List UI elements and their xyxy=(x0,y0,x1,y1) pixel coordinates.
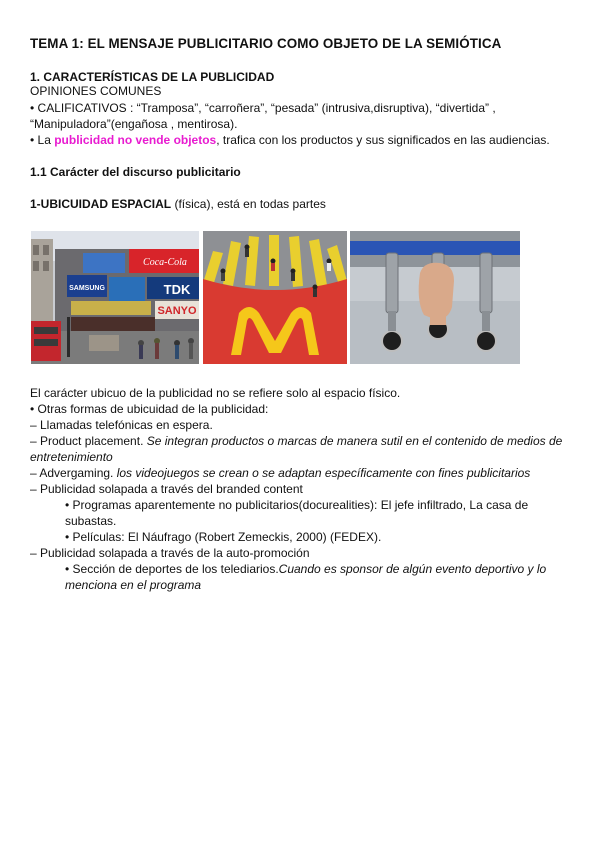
body-line-1: El carácter ubicuo de la publicidad no se refiere solo al espacio físico. xyxy=(30,386,401,400)
bullet-no-vende-objetos xyxy=(30,132,550,148)
product-placement-label: – Product placement. xyxy=(30,434,147,448)
photo-watch-bus-handles xyxy=(350,231,520,364)
advergaming-desc: los videojuegos se crean o se adaptan específicamente con fines publicitarios xyxy=(116,466,531,480)
ubicuidad-description: (física), está en todas partes xyxy=(171,197,326,211)
coca-cola-sign-text: Coca-Cola xyxy=(143,257,187,268)
bullet-suffix: , trafica con los productos y sus significados en las audiencias. xyxy=(216,133,550,147)
ubicuidad-label: 1-UBICUIDAD ESPACIAL xyxy=(30,197,172,211)
body-line-9: subastas. xyxy=(65,514,117,528)
body-line-13: menciona en el programa xyxy=(65,578,202,592)
sanyo-sign-text: SANYO xyxy=(157,305,197,317)
body-line-2: • Otras formas de ubicuidad de la publicidad: xyxy=(30,402,269,416)
section-heading-caracter-discurso: 1.1 Carácter del discurso publicitario xyxy=(30,165,241,179)
photo-piccadilly-billboards xyxy=(31,231,199,364)
body-line-10: • Películas: El Náufrago (Robert Zemeckis, 2000) (FEDEX). xyxy=(65,530,382,544)
telediarios-desc: Cuando es sponsor de algún evento deportivo y lo xyxy=(278,562,547,576)
samsung-sign-text: SAMSUNG xyxy=(69,285,105,292)
calificativos-line-2: “Manipuladora”(engañosa , mentirosa). xyxy=(30,117,238,131)
calificativos-line-1: • CALIFICATIVOS : “Tramposa”, “carroñera”, “pesada” (intrusiva,disruptiva), “divertida” , xyxy=(30,101,496,115)
advergaming-line xyxy=(30,465,530,481)
bullet-prefix: • La xyxy=(30,133,55,147)
ubicuidad-espacial-line xyxy=(30,197,326,211)
body-line-5: entretenimiento xyxy=(30,450,113,464)
subheading-opiniones: OPINIONES COMUNES xyxy=(30,84,162,98)
telediarios-label: • Sección de deportes de los telediarios. xyxy=(65,562,279,576)
body-line-11: – Publicidad solapada a través de la auto-promoción xyxy=(30,546,310,560)
section-heading-caracteristicas: 1. CARACTERÍSTICAS DE LA PUBLICIDAD xyxy=(30,70,275,84)
body-line-7: – Publicidad solapada a través del branded content xyxy=(30,482,303,496)
body-line-3: – Llamadas telefónicas en espera. xyxy=(30,418,213,432)
advergaming-label: – Advergaming. xyxy=(30,466,117,480)
highlighted-phrase: publicidad no vende objetos xyxy=(54,133,217,147)
tdk-sign-text: TDK xyxy=(163,282,191,297)
product-placement-desc: Se integran productos o marcas de manera sutil en el contenido de medios de xyxy=(146,434,563,448)
telediarios-line xyxy=(65,561,546,577)
photo-mcdonalds-crosswalk xyxy=(203,231,347,364)
product-placement-line xyxy=(30,433,562,449)
page-title: TEMA 1: EL MENSAJE PUBLICITARIO COMO OBJETO DE LA SEMIÓTICA xyxy=(30,36,502,51)
body-line-8: • Programas aparentemente no publicitarios(docurealities): El jefe infiltrado, La casa de xyxy=(65,498,529,512)
